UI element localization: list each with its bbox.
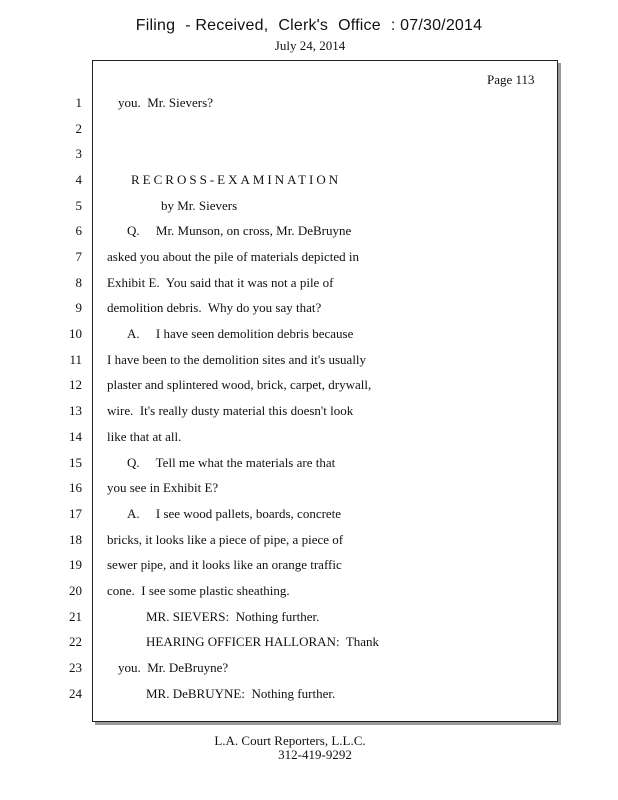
line-number: 9: [75, 300, 82, 315]
transcript-line: MR. SIEVERS: Nothing further.: [146, 609, 320, 624]
transcript-line: you. Mr. DeBruyne?: [118, 660, 229, 675]
transcript-line: you see in Exhibit E?: [107, 480, 219, 495]
hearing-date: July 24, 2014: [274, 38, 346, 53]
transcript-line: by Mr. Sievers: [161, 198, 238, 213]
page-number: Page 113: [487, 72, 535, 87]
transcript-line: HEARING OFFICER HALLORAN: Thank: [146, 634, 380, 649]
transcript-line: Exhibit E. You said that it was not a pile of: [107, 275, 334, 290]
line-number: 4: [75, 172, 82, 187]
transcript-line: sewer pipe, and it looks like an orange traffic: [107, 557, 342, 572]
transcript-line: I have been to the demolition sites and it's usually: [107, 352, 367, 367]
line-number: 10: [69, 326, 82, 341]
transcript-line: like that at all.: [107, 429, 182, 444]
line-number: 16: [69, 480, 82, 495]
line-number: 15: [69, 455, 82, 470]
transcript-line: cone. I see some plastic sheathing.: [107, 583, 290, 598]
stamp-filing: Filing: [135, 17, 176, 34]
line-number: 2: [75, 121, 82, 136]
transcript-line: MR. DeBRUYNE: Nothing further.: [146, 686, 336, 701]
transcript-line: Q. Tell me what the materials are that: [127, 455, 336, 470]
transcript-line: plaster and splintered wood, brick, carpet, drywall,: [107, 377, 372, 392]
stamp-date: : 07/30/2014: [390, 17, 483, 34]
transcript-line: Q. Mr. Munson, on cross, Mr. DeBruyne: [127, 223, 352, 238]
transcript-line: bricks, it looks like a piece of pipe, a piece of: [107, 532, 344, 547]
reporter-phone: 312-419-9292: [278, 747, 352, 762]
filing-stamp: [0, 17, 618, 35]
stamp-received: - Received,: [185, 17, 269, 34]
transcript-line: you. Mr. Sievers?: [118, 95, 213, 110]
line-number: 22: [69, 634, 82, 649]
line-number: 18: [69, 532, 82, 547]
transcript-line: wire. It's really dusty material this doesn't look: [107, 403, 354, 418]
line-number: 11: [69, 352, 82, 367]
line-number: 24: [69, 686, 82, 701]
transcript-line: RECROSS-EXAMINATION: [131, 172, 342, 187]
line-number: 20: [69, 583, 82, 598]
line-number: 12: [69, 377, 82, 392]
transcript-line: asked you about the pile of materials depicted in: [107, 249, 359, 264]
line-number: 8: [75, 275, 82, 290]
line-number: 7: [75, 249, 82, 264]
line-number: 17: [69, 506, 82, 521]
line-number: 23: [69, 660, 82, 675]
line-number: 1: [75, 95, 82, 110]
line-number: 19: [69, 557, 82, 572]
reporter-company: L.A. Court Reporters, L.L.C.: [214, 733, 366, 748]
line-number: 21: [69, 609, 82, 624]
transcript-line: A. I see wood pallets, boards, concrete: [127, 506, 342, 521]
transcript-line: demolition debris. Why do you say that?: [107, 300, 322, 315]
line-number: 6: [75, 223, 82, 238]
line-number: 13: [69, 403, 82, 418]
line-number: 3: [75, 146, 82, 161]
line-number: 5: [75, 198, 82, 213]
line-number: 14: [69, 429, 82, 444]
stamp-office: Office: [338, 17, 381, 34]
transcript-line: A. I have seen demolition debris because: [127, 326, 354, 341]
stamp-clerk: Clerk's: [278, 17, 329, 34]
